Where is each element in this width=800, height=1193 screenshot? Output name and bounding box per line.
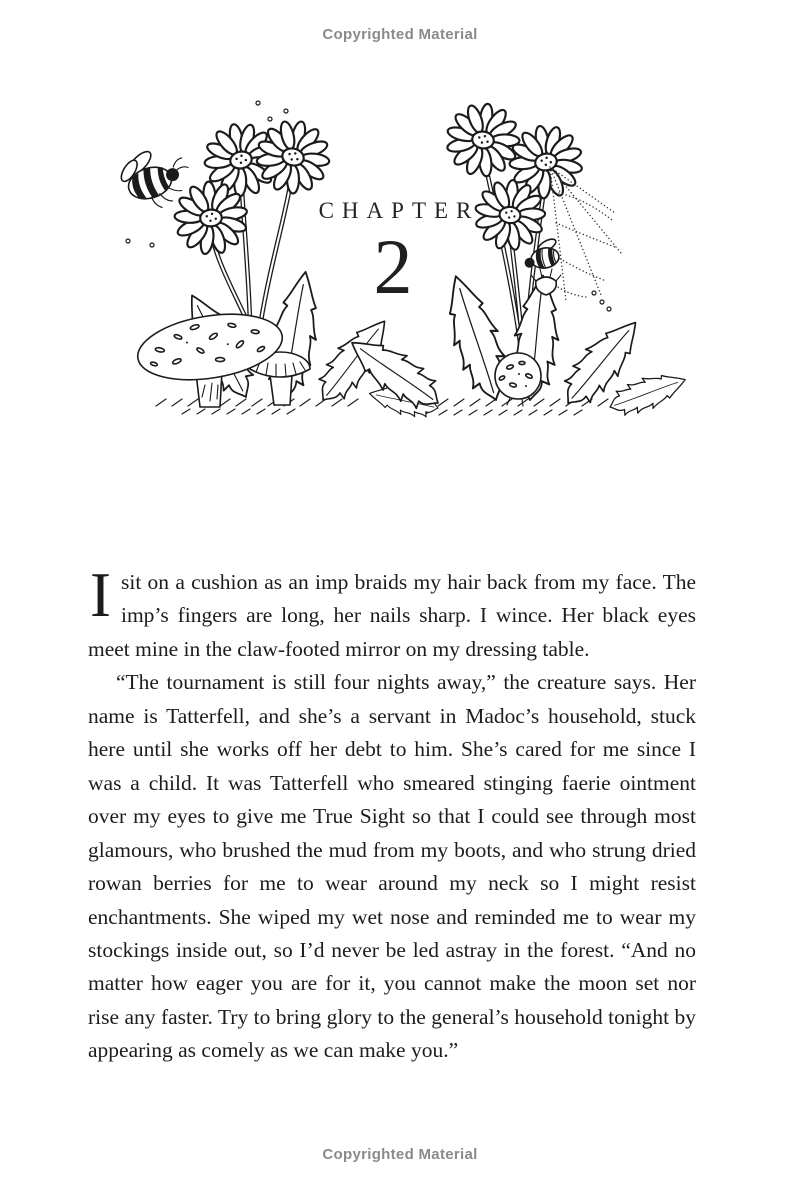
spotted-mushroom [133, 305, 287, 407]
daisy [248, 113, 337, 202]
chapter-label: CHAPTER [318, 198, 480, 223]
copyright-top-label: Copyrighted Material [322, 26, 478, 43]
daisy [441, 99, 524, 182]
paragraph-2 [88, 666, 696, 1067]
copyright-bottom-label: Copyrighted Material [322, 1146, 478, 1163]
drop-cap: I [90, 560, 111, 630]
paragraph-2-text: “The tournament is still four nights away,” the creature says. Her name is Tatterfell, and she’s a servant in Madoc’s household, stuck here until she works off her debt to him. She’s cared for me since I was a child. It was Tatterfell who smeared stinging faerie ointment over my eyes to give me True Sight so that I could see through most glamours, who brushed the mud from my boots, and who strung dried rowan berries for me to wear around my neck so I might resist enchantments. She wiped my wet nose and reminded me to wear my stockings inside out, so I’d never be led astray in the forest. “And no matter how eager you are for it, you cannot make the moon set nor rise any faster. Try to bring glory to the general’s household tonight by appearing as comely as we can make you.” [88, 670, 696, 1063]
puffball [495, 353, 541, 406]
body-text [88, 560, 696, 1068]
paragraph-1-text: sit on a cushion as an imp braids my hair back from my face. The imp’s fingers are long, her nails sharp. I wince. Her black eyes meet mine in the claw-footed mirror on my dressing table. [88, 570, 696, 661]
chapter-number: 2 [373, 223, 413, 310]
paragraph-1 [88, 560, 696, 666]
